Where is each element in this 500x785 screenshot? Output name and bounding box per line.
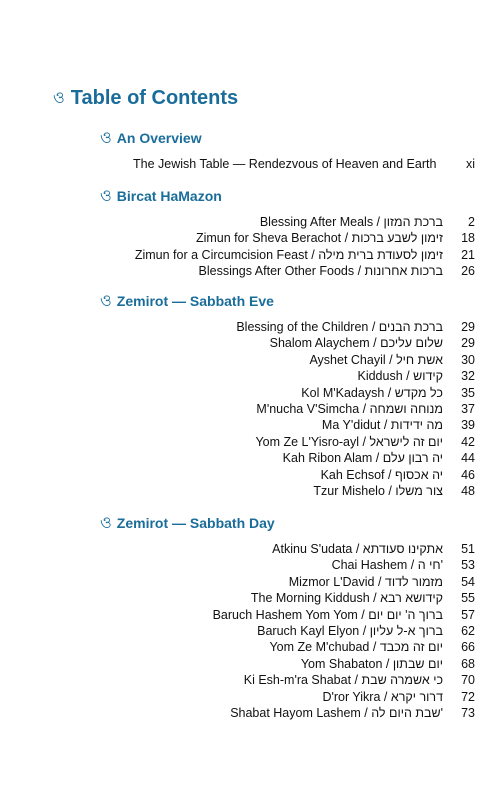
entry-title: Ayshet Chayil / אשת חיל — [309, 352, 443, 367]
toc-entry[interactable] — [100, 319, 475, 335]
entry-title: The Jewish Table — Rendezvous of Heaven and Earth — [133, 157, 437, 171]
entry-page: 21 — [461, 247, 475, 262]
section-heading — [100, 186, 475, 206]
toc-entry[interactable] — [100, 450, 475, 466]
toc-entry[interactable] — [100, 434, 475, 450]
ornament-icon: ও — [100, 513, 112, 532]
entry-page: 54 — [461, 574, 475, 589]
entry-title: The Morning Kiddush / קידושא רבא — [250, 591, 443, 606]
toc-entry[interactable] — [100, 541, 475, 557]
toc-entry[interactable] — [100, 672, 475, 688]
entry-title: M'nucha V'Simcha / מנוחה ושמחה — [256, 401, 443, 416]
toc-entry[interactable] — [100, 705, 475, 721]
entry-page: 32 — [461, 369, 475, 384]
entry-title: Blessing After Meals / ברכת המזון — [259, 215, 443, 229]
entry-page: 53 — [461, 558, 475, 573]
ornament-icon: ও — [53, 88, 65, 107]
entry-title: Shabat Hayom Lashem / שבת היום לה' — [230, 705, 443, 720]
entry-title: Blessings After Other Foods / ברכות אחרונות — [198, 264, 443, 279]
toc-entry[interactable] — [100, 557, 475, 573]
toc-entry[interactable] — [100, 214, 475, 230]
toc-entry[interactable] — [100, 401, 475, 417]
section-heading — [100, 291, 475, 311]
entry-title: Zimun for Sheva Berachot / זימון לשבע ברכות — [195, 231, 443, 246]
section-heading — [100, 128, 475, 148]
section-sabbath-day — [100, 513, 475, 721]
entry-title: Ma Y'didut / מה ידידות — [321, 418, 443, 433]
ornament-icon: ও — [100, 128, 112, 147]
toc-entry[interactable] — [100, 639, 475, 655]
toc-entry[interactable] — [100, 607, 475, 623]
entry-title: Ki Esh-m'ra Shabat / כי אשמרה שבת — [243, 673, 443, 688]
toc-entry[interactable] — [100, 467, 475, 483]
entry-title: D'ror Yikra / דרור יקרא — [322, 689, 443, 704]
entry-title: Kah Ribon Alam / יה רבון עלם — [282, 451, 443, 466]
entry-title: Blessing of the Children / ברכת הבנים — [236, 320, 443, 334]
toc-entry[interactable] — [100, 574, 475, 590]
entry-page: 48 — [461, 483, 475, 498]
toc-entry[interactable] — [100, 385, 475, 401]
toc-entry[interactable] — [100, 417, 475, 433]
entry-page: 73 — [461, 705, 475, 720]
entry-page: 68 — [461, 656, 475, 671]
entry-title: Baruch Hashem Yom Yom / ברוך ה' יום יום — [212, 607, 443, 622]
toc-entry[interactable] — [100, 368, 475, 384]
entry-page: 70 — [461, 673, 475, 688]
entry-page: 72 — [461, 689, 475, 704]
toc-entry[interactable] — [100, 483, 475, 499]
entry-page: 18 — [461, 231, 475, 246]
entry-title: Chai Hashem / חי ה' — [331, 558, 443, 573]
entry-page: 37 — [461, 401, 475, 416]
toc-entry[interactable] — [100, 247, 475, 263]
section-heading-text: Zemirot — Sabbath Eve — [116, 293, 274, 309]
section-bircat-hamazon — [100, 186, 475, 280]
entry-page: 46 — [461, 467, 475, 482]
entry-title: Yom Shabaton / יום שבתון — [300, 656, 443, 671]
entry-page: 62 — [461, 623, 475, 638]
entry-page: 2 — [468, 215, 475, 229]
toc-entry[interactable] — [100, 335, 475, 351]
entry-title: Shalom Alaychem / שלום עליכם — [269, 336, 443, 351]
entry-page: 39 — [461, 418, 475, 433]
ornament-icon: ও — [100, 186, 112, 205]
section-heading-text: Bircat HaMazon — [116, 188, 222, 204]
entry-title: Kiddush / קידוש — [357, 369, 443, 384]
entry-page: 42 — [461, 434, 475, 449]
entry-title: Mizmor L'David / מזמור לדוד — [288, 574, 443, 589]
section-heading-text: Zemirot — Sabbath Day — [116, 515, 275, 531]
entry-page: 30 — [461, 352, 475, 367]
ornament-icon: ও — [100, 291, 112, 310]
section-heading-text: An Overview — [116, 130, 202, 146]
entry-page: 29 — [461, 336, 475, 351]
toc-entry[interactable] — [100, 263, 475, 279]
toc-entry[interactable] — [100, 656, 475, 672]
section-sabbath-eve — [100, 291, 475, 499]
entry-page: 51 — [461, 542, 475, 556]
entry-page: 29 — [461, 320, 475, 334]
page-title: Table of Contents — [70, 86, 239, 109]
page-title-block — [53, 84, 238, 112]
entry-page: 57 — [461, 607, 475, 622]
entry-title: Kah Echsof / יה אכסוף — [320, 467, 443, 482]
toc-entry[interactable] — [100, 156, 475, 172]
entry-page: 55 — [461, 591, 475, 606]
toc-entry[interactable] — [100, 590, 475, 606]
entry-title: Zimun for a Circumcision Feast / זימון לסעודת ברית מילה — [134, 247, 443, 262]
entry-title: Yom Ze M'chubad / יום זה מכבד — [269, 640, 443, 655]
entry-page: 44 — [461, 451, 475, 466]
entry-title: Baruch Kayl Elyon / ברוך א-ל עליון — [257, 623, 443, 638]
entry-page: 26 — [461, 264, 475, 279]
toc-entry[interactable] — [100, 689, 475, 705]
entry-title: Tzur Mishelo / צור משלו — [313, 483, 443, 498]
toc-entry[interactable] — [100, 352, 475, 368]
section-heading — [100, 513, 475, 533]
section-overview — [100, 128, 475, 172]
entry-title: Kol M'Kadaysh / כל מקדש — [301, 385, 443, 400]
entry-page: 66 — [461, 640, 475, 655]
entry-page: xi — [465, 157, 475, 171]
toc-entry[interactable] — [100, 230, 475, 246]
entry-title: Yom Ze L'Yisro-ayl / יום זה לישראל — [255, 434, 443, 449]
entry-page: 35 — [461, 385, 475, 400]
entry-title: Atkinu S'udata / אתקינו סעודתא — [272, 542, 443, 556]
toc-entry[interactable] — [100, 623, 475, 639]
